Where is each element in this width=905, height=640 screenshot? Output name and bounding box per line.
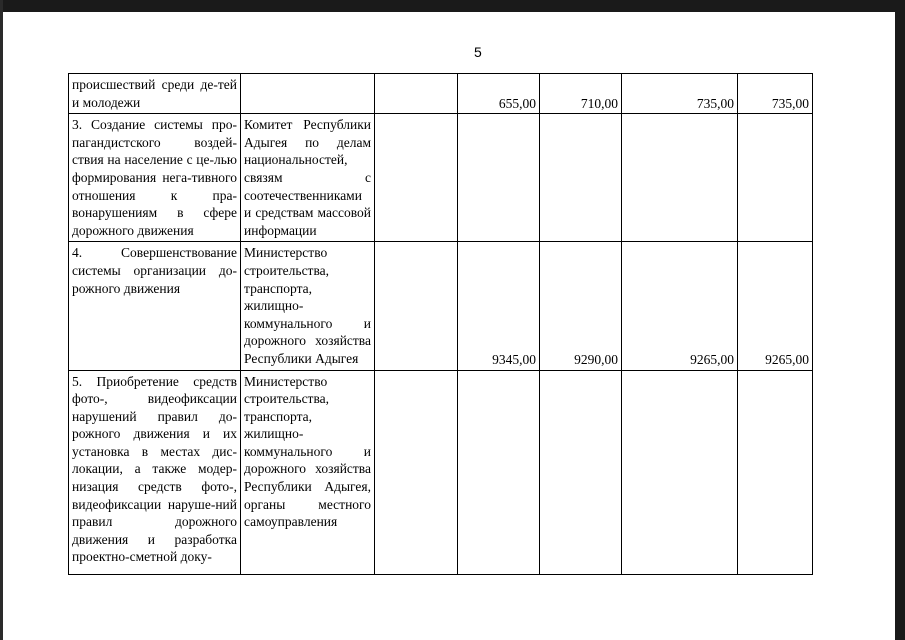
value-cell-4 (458, 114, 540, 242)
executor-cell: Министерство строительства, транспорта, жилищно-коммунального и дорожного хозяйства Республики Адыгея (241, 242, 375, 370)
value-cell-5: 9290,00 (540, 242, 622, 370)
value-cell-6 (622, 114, 738, 242)
value-cell-6 (622, 370, 738, 574)
value-cell-4: 655,00 (458, 74, 540, 114)
value-cell-6: 735,00 (622, 74, 738, 114)
table-row (69, 370, 813, 574)
table-row (69, 74, 813, 114)
executor-cell: Министерство строительства, транспорта, жилищно-коммунального и дорожного хозяйства Республики Адыгея, органы местного самоуправления (241, 370, 375, 574)
value-cell-3 (375, 114, 458, 242)
value-cell-6: 9265,00 (622, 242, 738, 370)
value-cell-3 (375, 74, 458, 114)
value-cell-3 (375, 242, 458, 370)
value-cell-5: 710,00 (540, 74, 622, 114)
scan-border-top (0, 0, 905, 12)
executor-cell (241, 74, 375, 114)
task-cell: 3. Создание системы про-пагандистского воздей-ствия на население с це-лью формирования нега-тивного отношения к пра-вонарушениям в сфере дорожного движения (69, 114, 241, 242)
value-cell-7: 9265,00 (738, 242, 813, 370)
table-row (69, 114, 813, 242)
value-cell-7: 735,00 (738, 74, 813, 114)
page-number: 5 (474, 44, 482, 60)
value-cell-7 (738, 370, 813, 574)
value-cell-4 (458, 370, 540, 574)
task-cell: происшествий среди де-тей и молодежи (69, 74, 241, 114)
scan-border-right (895, 0, 905, 640)
task-cell: 4. Совершенствование системы организации до-рожного движения (69, 242, 241, 370)
value-cell-3 (375, 370, 458, 574)
value-cell-5 (540, 370, 622, 574)
table-row (69, 242, 813, 370)
task-cell: 5. Приобретение средств фото-, видеофиксации нарушений правил до-рожного движения и их установка в местах дис-локации, а также модер-низация средств фото-, видеофиксации наруше-ний правил дорожного движения и разработка проектно-сметной доку- (69, 370, 241, 574)
value-cell-5 (540, 114, 622, 242)
program-table (68, 73, 813, 575)
value-cell-4: 9345,00 (458, 242, 540, 370)
value-cell-7 (738, 114, 813, 242)
executor-cell: Комитет Республики Адыгея по делам национальностей, связям с соотечественниками и средствам массовой информации (241, 114, 375, 242)
scan-border-left (0, 0, 3, 640)
